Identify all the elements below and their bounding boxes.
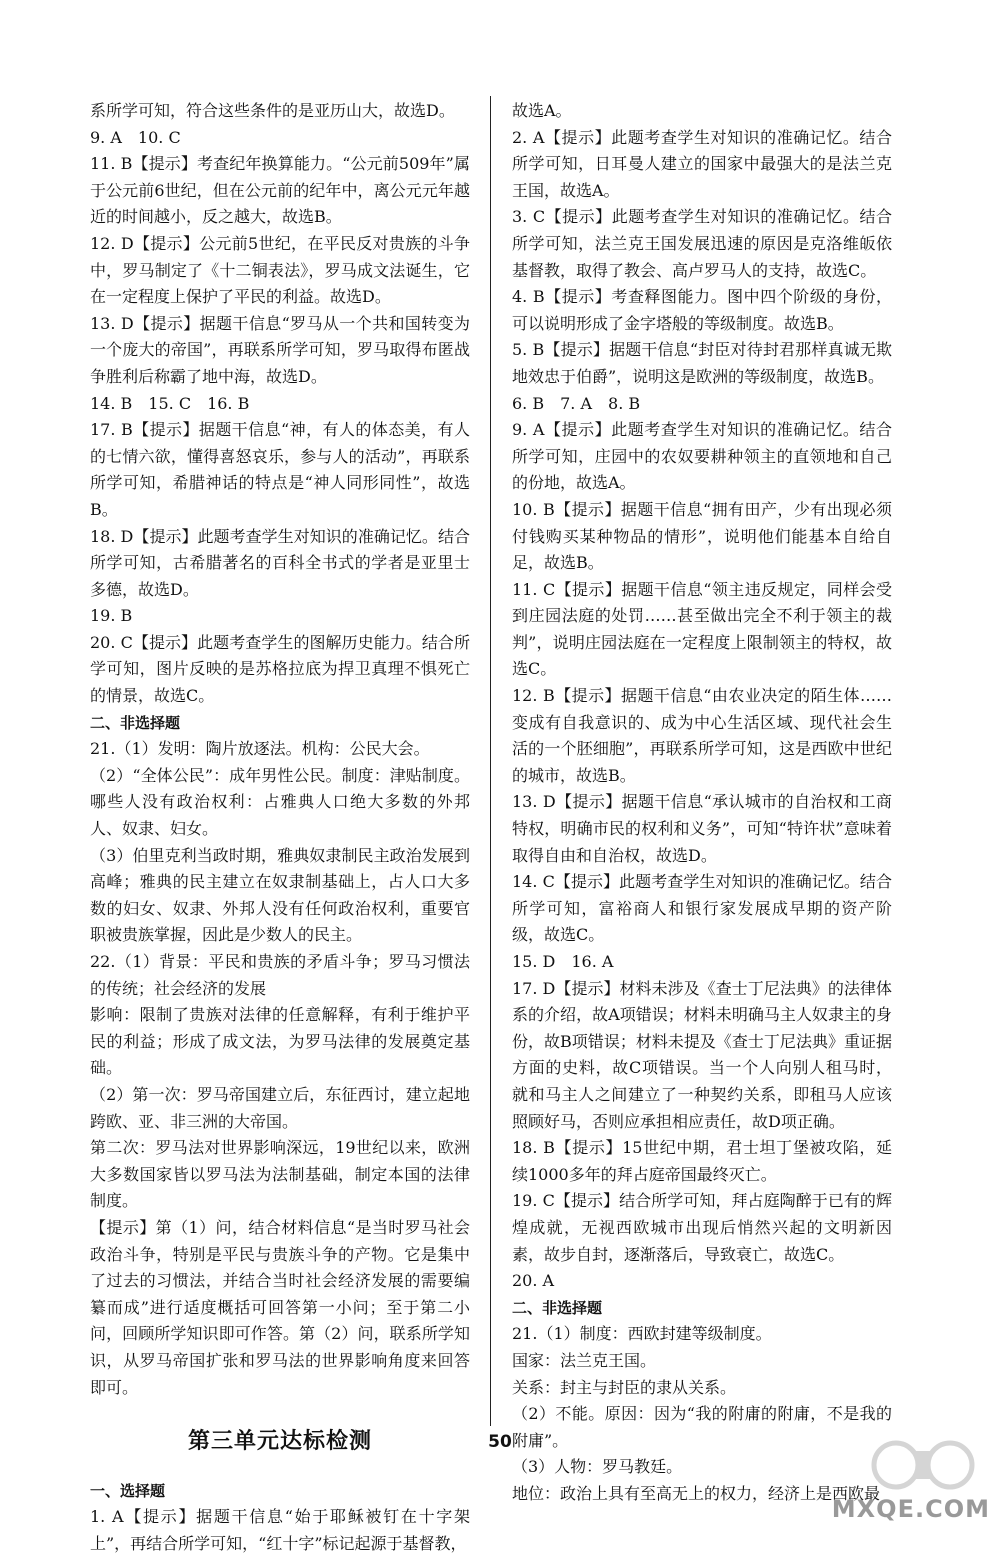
answer-paragraph: （3）伯里克利当政时期，雅典奴隶制民主政治发展到高峰；雅典的民主建立在奴隶制基础上，占人口大多数的妇女、奴隶、外邦人没有任何政治权利，重要官职被贵族掌握，因此是少数人的民主。 (90, 845, 470, 945)
answer-paragraph: 18. D【提示】此题考查学生对知识的准确记忆。结合所学可知，古希腊著名的百科全书式的学者是亚里士多德，故选D。 (90, 526, 470, 599)
answer-paragraph: 影响：限制了贵族对法律的任意解释，有利于维护平民的利益；形成了成文法，为罗马法律的发展奠定基础。 (90, 1005, 470, 1078)
answer-paragraph: 地位：政治上具有至高无上的权力，经济上是西欧最 (512, 1483, 881, 1503)
section-heading: 一、选择题 (90, 1481, 166, 1500)
answer-paragraph: 14. C【提示】此题考查学生对知识的准确记忆。结合所学可知，富裕商人和银行家发展成早期的资产阶级，故选C。 (512, 872, 892, 945)
answer-paragraph: 3. C【提示】此题考查学生对知识的准确记忆。结合所学可知，法兰克王国发展迅速的原因是克洛维皈依基督教，取得了教会、高卢罗马人的支持，故选C。 (512, 207, 892, 280)
answer-paragraph: 13. D【提示】据题干信息“承认城市的自治权和工商特权，明确市民的权利和义务”，可知“特许状”意味着取得自由和自治权，故选D。 (512, 792, 892, 865)
answer-paragraph: 9. A 10. C (90, 127, 181, 147)
answer-paragraph: 系所学可知，符合这些条件的是亚历山大，故选D。 (90, 101, 455, 120)
answer-paragraph: 18. B【提示】15世纪中期，君士坦丁堡被攻陷，延续1000多年的拜占庭帝国最终灭亡。 (512, 1138, 892, 1184)
answer-paragraph: 13. D【提示】据题干信息“罗马从一个共和国转变为一个庞大的帝国”，再联系所学可知，罗马取得布匿战争胜利后称霸了地中海，故选D。 (90, 313, 470, 386)
answer-paragraph: （2）不能。原因：因为“我的附庸的附庸，不是我的附庸”。 (512, 1404, 892, 1450)
column-divider (490, 96, 491, 1426)
answer-paragraph: 4. B【提示】考查释图能力。图中四个阶级的身份，可以说明形成了金字塔般的等级制度。故选B。 (512, 287, 892, 333)
answer-paragraph: 19. B (90, 606, 133, 626)
unit-title: 第三单元达标检测 (187, 1429, 372, 1455)
answer-paragraph: （3）人物：罗马教廷。 (512, 1457, 683, 1477)
answer-paragraph: （2）第一次：罗马帝国建立后，东征西讨，建立起地跨欧、亚、非三洲的大帝国。 (90, 1084, 470, 1131)
answer-paragraph: 14. B 15. C 16. B (90, 393, 250, 413)
answer-paragraph: 22.（1）背景：平民和贵族的矛盾斗争；罗马习惯法的传统；社会经济的发展 (90, 952, 470, 998)
answer-paragraph: 【提示】第（1）问，结合材料信息“是当时罗马社会政治斗争，特别是平民与贵族斗争的产物。它是集中了过去的习惯法，并结合当时社会经济发展的需要编纂而成”进行适度概括可回答第一小问；至于第二小问，回顾所学知识即可作答。第（2）问，联系所学知识，从罗马帝国扩张和罗马法的世界影响角度来回答即可。 (90, 1217, 470, 1397)
answer-paragraph: 1. A【提示】据题干信息“始于耶稣被钉在十字架上”，再结合所学可知，“红十字”标记起源于基督教， (90, 1507, 470, 1553)
page-number: 50 (488, 1432, 512, 1452)
answer-paragraph: 国家：法兰克王国。 (512, 1350, 657, 1370)
answer-paragraph: 12. D【提示】公元前5世纪，在平民反对贵族的斗争中，罗马制定了《十二铜表法》，罗马成文法诞生，它在一定程度上保护了平民的利益。故选D。 (90, 233, 470, 307)
answer-paragraph: 9. A【提示】此题考查学生对知识的准确记忆。结合所学可知，庄园中的农奴要耕种领主的直领地和自己的份地，故选A。 (512, 420, 892, 493)
answer-paragraph: 17. D【提示】材料未涉及《查士丁尼法典》的法律体系的介绍，故A项错误；材料未明确马主人奴隶主的身份，故B项错误；材料未提及《查士丁尼法典》重证据方面的史料，故C项错误。当一个人向别人租马时，就和马主人之间建立了一种契约关系，即租马人应该照顾好马，否则应承担相应责任，故D项正确。 (512, 978, 892, 1131)
left-column (90, 98, 470, 1557)
answer-paragraph: （2）“全体公民”：成年男性公民。制度：津贴制度。哪些人没有政治权利：占雅典人口绝大多数的外邦人、奴隶、妇女。 (90, 765, 470, 839)
answer-paragraph: 10. B【提示】据题干信息“拥有田产，少有出现必须付钱购买某种物品的情形”，说明他们能基本自给自足，故选B。 (512, 499, 892, 573)
answer-paragraph: 21.（1）发明：陶片放逐法。机构：公民大会。 (90, 739, 430, 759)
answer-paragraph: 5. B【提示】据题干信息“封臣对待封君那样真诚无欺地效忠于伯爵”，说明这是欧洲的等级制度，故选B。 (512, 340, 892, 386)
section-heading: 二、非选择题 (90, 713, 181, 732)
answer-paragraph: 20. C【提示】此题考查学生的图解历史能力。结合所学可知，图片反映的是苏格拉底为捍卫真理不惧死亡的情景，故选C。 (90, 632, 470, 706)
answer-paragraph: 2. A【提示】此题考查学生对知识的准确记忆。结合所学可知，日耳曼人建立的国家中最强大的是法兰克王国，故选A。 (512, 127, 892, 200)
answer-paragraph: 故选A。 (512, 101, 572, 120)
answer-paragraph: 11. B【提示】考查纪年换算能力。“公元前509年”属于公元前6世纪，但在公元前的纪年中，离公元元年越近的时间越小，反之越大，故选B。 (90, 154, 470, 227)
watermark-text: MXQE.COM (831, 1495, 990, 1523)
answer-paragraph: 12. B【提示】据题干信息“由农业决定的陌生体……变成有自我意识的、成为中心生活区域、现代社会生活的一个胚细胞”，再联系所学可知，这是西欧中世纪的城市，故选B。 (512, 686, 892, 785)
answer-paragraph: 21.（1）制度：西欧封建等级制度。 (512, 1324, 772, 1344)
answer-paragraph: 关系：封主与封臣的隶从关系。 (512, 1377, 737, 1397)
answer-paragraph: 15. D 16. A (512, 952, 614, 971)
answer-paragraph: 6. B 7. A 8. B (512, 393, 641, 413)
answer-paragraph: 第二次：罗马法对世界影响深远，19世纪以来，欧洲大多数国家皆以罗马法为法制基础，制定本国的法律制度。 (90, 1138, 470, 1211)
answer-paragraph: 11. C【提示】据题干信息“领主违反规定，同样会受到庄园法庭的处罚……甚至做出完全不利于领主的裁判”，说明庄园法庭在一定程度上限制领主的特权，故选C。 (512, 579, 892, 679)
section-heading: 二、非选择题 (512, 1298, 603, 1317)
answer-paragraph: 19. C【提示】结合所学可知，拜占庭陶醉于已有的辉煌成就，无视西欧城市出现后悄然兴起的文明新因素，故步自封，逐渐落后，导致衰亡，故选C。 (512, 1191, 892, 1264)
answer-paragraph: 17. B【提示】据题干信息“神，有人的体态美，有人的七情六欲，懂得喜怒哀乐，参与人的活动”，再联系所学可知，希腊神话的特点是“神人同形同性”，故选B。 (90, 420, 470, 519)
answer-paragraph: 20. A (512, 1271, 555, 1291)
right-column (512, 98, 892, 1507)
